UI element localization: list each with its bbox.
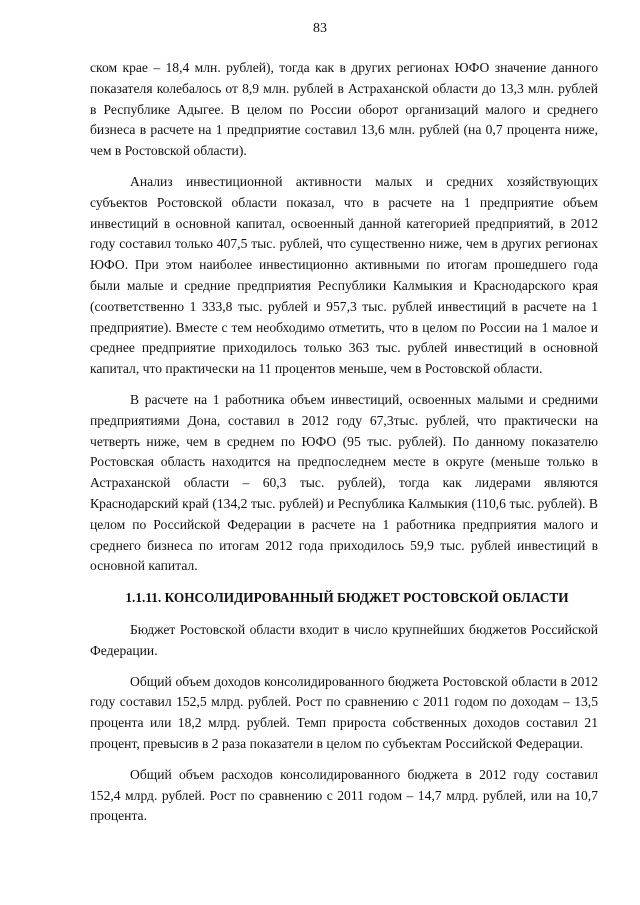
paragraph-turnover-continuation: ском крае – 18,4 млн. рублей), тогда как в других регионах ЮФО значение данного показателя колебалось от 8,9 млн. рублей в Астраханской области до 13,3 млн. рублей в Республике Адыгее. В целом по России оборот организаций малого и среднего бизнеса в расчете на 1 предприятие составил 13,6 млн. рублей (на 0,7 процента ниже, чем в Ростовской области). [90,60,598,159]
page-body [90,58,598,827]
paragraph-budget-size: Бюджет Ростовской области входит в число крупнейших бюджетов Российской Федерации. [90,621,598,658]
paragraph-investment-per-worker: В расчете на 1 работника объем инвестиций, освоенных малыми и средними предприятиями Дона, составил в 2012 году 67,3тыс. рублей, что практически на четверть ниже, чем в среднем по ЮФО (95 тыс. рублей). По данному показателю Ростовская область находится на предпоследнем месте в округе (меньше только в Астраханской области – 60,3 тыс. рублей), тогда как лидерами являются Краснодарский край (134,2 тыс. рублей) и Республика Калмыкия (110,6 тыс. рублей). В целом по Российской Федерации в расчете на 1 работника предприятия малого и среднего бизнеса по итогам 2012 года приходилось 59,9 тыс. рублей инвестиций в основной капитал. [90,391,598,574]
section-heading: 1.1.11. КОНСОЛИДИРОВАННЫЙ БЮДЖЕТ РОСТОВСКОЙ ОБЛАСТИ [125,590,569,606]
paragraph-budget-expenditure: Общий объем расходов консолидированного бюджета в 2012 году составил 152,4 млрд. рублей. Рост по сравнению с 2011 годом – 14,7 млрд. рублей, или на 10,7 процента. [90,766,598,824]
paragraph-budget-revenue: Общий объем доходов консолидированного бюджета Ростовской области в 2012 году составил 152,5 млрд. рублей. Рост по сравнению с 2011 годом по доходам – 13,5 процента или 18,2 млрд. рублей. Темп прироста собственных доходов составил 21 процент, превысив в 2 раза показатели в целом по субъектам Российской Федерации. [90,673,598,751]
page-number: 83 [313,21,327,36]
paragraph-investment-activity: Анализ инвестиционной активности малых и средних хозяйствующих субъектов Ростовской области показал, что в расчете на 1 предприятие объем инвестиций в основной капитал, освоенный данной категорией предприятий, в 2012 году составил только 407,5 тыс. рублей, что существенно ниже, чем в других регионах ЮФО. При этом наиболее инвестиционно активными по итогам прошедшего года были малые и средние предприятия Республики Калмыкия и Краснодарского края (соответственно 1 333,8 тыс. рублей и 957,3 тыс. рублей инвестиций в расчете на 1 предприятие). Вместе с тем необходимо отметить, что в целом по России на 1 малое и среднее предприятие приходилось только 363 тыс. рублей инвестиций в основной капитал, что практически на 11 процентов меньше, чем в Ростовской области. [90,173,598,377]
